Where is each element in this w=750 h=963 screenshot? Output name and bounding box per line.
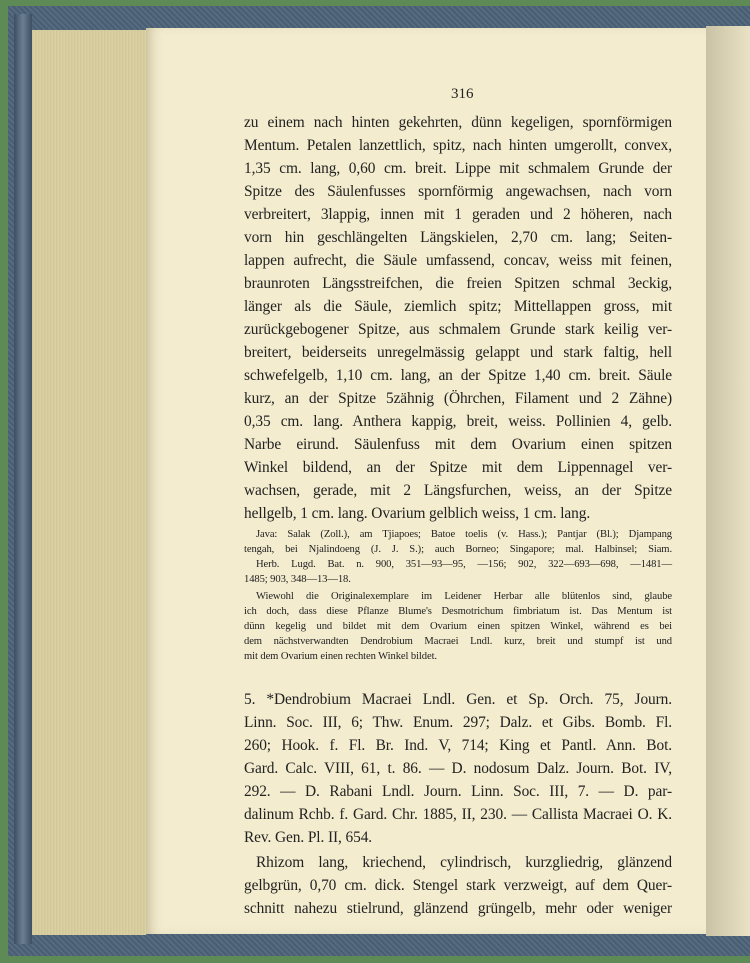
text-line: zurückgebogener Spitze, aus schmalem Grunde stark keilig ver- [244, 321, 672, 338]
text-line: vorn hin geschlängelten Längskielen, 2,70 cm. lang; Seiten- [244, 229, 672, 246]
adjacent-page [706, 26, 750, 936]
text-line: schwefelgelb, 1,10 cm. lang, an der Spitze 1,40 cm. breit. Säule [244, 367, 672, 384]
description-line: Rhizom lang, kriechend, cylindrisch, kurzgliedrig, glänzend [256, 854, 672, 871]
species-line: 260; Hook. f. Fl. Br. Ind. V, 714; King et Pantl. Ann. Bot. [244, 737, 672, 754]
species-line: Gard. Calc. VIII, 61, t. 86. — D. nodosum Dalz. Journ. Bot. IV, [244, 760, 672, 777]
page-edges [32, 30, 146, 935]
note-line: dem nächstverwandten Dendrobium Macraei Lndl. kurz, breit und stumpf ist und [244, 636, 672, 647]
page-number: 316 [451, 86, 474, 102]
description-line: gelbgrün, 0,70 cm. dick. Stengel stark verzweigt, auf dem Quer- [244, 877, 672, 894]
text-line: lappen aufrecht, die Säule umfassend, concav, weiss mit feinen, [244, 252, 672, 269]
text-line: zu einem nach hinten gekehrten, dünn kegeligen, spornförmigen [244, 114, 672, 131]
text-line: länger als die Säule, ziemlich spitz; Mittellappen gross, mit [244, 298, 672, 315]
note-line: mit dem Ovarium einen rechten Winkel bildet. [244, 651, 437, 662]
note-line: Wiewohl die Originalexemplare im Leidener Herbar alle blütenlos sind, glaube [256, 591, 672, 602]
text-line: Mentum. Petalen lanzettlich, spitz, nach hinten umgerollt, convex, [244, 137, 672, 154]
species-line: Linn. Soc. III, 6; Thw. Enum. 297; Dalz. et Gibs. Bomb. Fl. [244, 714, 672, 731]
text-line: 1,35 cm. lang, 0,60 cm. breit. Lippe mit schmalem Grunde der [244, 160, 672, 177]
text-line: verbreitert, 3lappig, innen mit 1 geraden und 2 höheren, nach [244, 206, 672, 223]
text-line: Spitze des Säulenfusses spornförmig angewachsen, nach vorn [244, 183, 672, 200]
locality-line: Java: Salak (Zoll.), am Tjiapoes; Batoe toelis (v. Hass.); Pantjar (Bl.); Djampang [256, 529, 672, 540]
note-line: ich doch, dass diese Pflanze Blume's Desmotrichum fimbriatum ist. Das Mentum ist [244, 606, 672, 617]
text-line: Winkel bildend, an der Spitze mit dem Lippennagel ver- [244, 459, 672, 476]
text-line: kurz, an der Spitze 5zähnig (Öhrchen, Filament und 2 Zähne) [244, 390, 672, 407]
text-line: braunroten Längsstreifchen, die freien Spitzen schmal 3eckig, [244, 275, 672, 292]
text-line: hellgelb, 1 cm. lang. Ovarium gelblich weiss, 1 cm. lang. [244, 505, 591, 522]
book-spine [14, 14, 32, 944]
locality-line: Herb. Lugd. Bat. n. 900, 351—93—95, —156; 902, 322—693—698, —1481— [256, 559, 672, 570]
species-line: 292. — D. Rabani Lndl. Journ. Linn. Soc. III, 7. — D. par- [244, 783, 672, 800]
text-line: 0,35 cm. lang. Anthera kappig, breit, weiss. Pollinien 4, gelb. [244, 413, 672, 430]
text-line: Narbe eirund. Säulenfuss mit dem Ovarium einen spitzen [244, 436, 672, 453]
species-line: Rev. Gen. Pl. II, 654. [244, 829, 373, 846]
text-line: breitert, beiderseits unregelmässig gelappt und stark faltig, hell [244, 344, 672, 361]
note-line: dünn kegelig und bildet mit dem Ovarium einen spitzen Winkel, während es bei [244, 621, 672, 632]
text-line: wachsen, gerade, mit 2 Längsfurchen, weiss, an der Spitze [244, 482, 672, 499]
species-heading-line: 5. *Dendrobium Macraei Lndl. Gen. et Sp. Orch. 75, Journ. [244, 691, 672, 708]
locality-line: 1485; 903, 348—13—18. [244, 574, 351, 585]
locality-line: tengah, bei Njalindoeng (J. J. S.); auch Borneo; Singapore; mal. Halbinsel; Siam. [244, 544, 672, 555]
species-line: dalinum Rchb. f. Gard. Chr. 1885, II, 230. — Callista Macraei O. K. [244, 806, 672, 823]
description-line: schnitt nahezu stielrund, glänzend grüngelb, mehr oder weniger [244, 900, 672, 917]
